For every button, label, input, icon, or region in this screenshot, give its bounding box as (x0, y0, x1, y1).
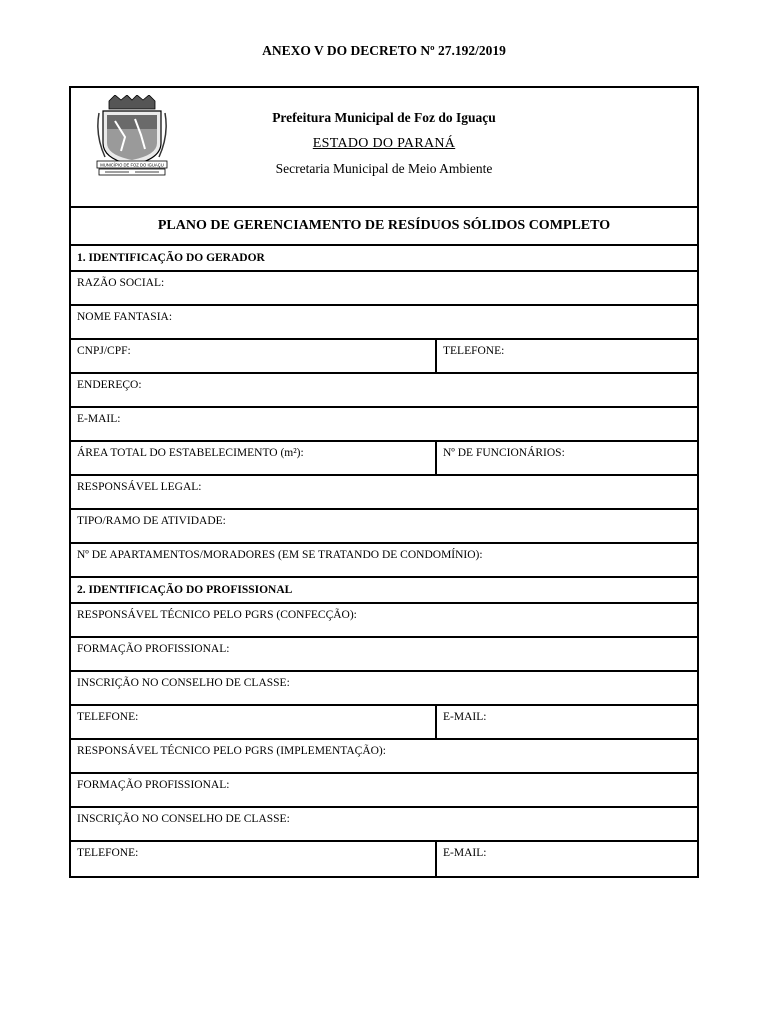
field-apartamentos[interactable]: Nº DE APARTAMENTOS/MORADORES (EM SE TRATANDO DE CONDOMÍNIO): (71, 544, 697, 578)
field-funcionarios[interactable]: Nº DE FUNCIONÁRIOS: (443, 447, 565, 459)
row-area-funcionarios (71, 442, 697, 476)
field-inscricao-2[interactable]: INSCRIÇÃO NO CONSELHO DE CLASSE: (71, 808, 697, 842)
row-telefone-email-2 (71, 842, 697, 876)
field-endereco[interactable]: ENDEREÇO: (71, 374, 697, 408)
field-tipo-atividade[interactable]: TIPO/RAMO DE ATIVIDADE: (71, 510, 697, 544)
field-resp-confeccao[interactable]: RESPONSÁVEL TÉCNICO PELO PGRS (CONFECÇÃO): (71, 604, 697, 638)
state-name: ESTADO DO PARANÁ (312, 136, 456, 151)
field-formacao-2[interactable]: FORMAÇÃO PROFISSIONAL: (71, 774, 697, 808)
form-table (69, 86, 699, 878)
section-1-heading: 1. IDENTIFICAÇÃO DO GERADOR (71, 246, 697, 272)
field-responsavel-legal[interactable]: RESPONSÁVEL LEGAL: (71, 476, 697, 510)
row-telefone-email-1 (71, 706, 697, 740)
field-cnpj[interactable]: CNPJ/CPF: (71, 340, 437, 372)
field-nome-fantasia[interactable]: NOME FANTASIA: (71, 306, 697, 340)
field-email-2[interactable]: E-MAIL: (443, 847, 487, 859)
plan-title: PLANO DE GERENCIAMENTO DE RESÍDUOS SÓLIDOS COMPLETO (71, 208, 697, 246)
field-email-1[interactable]: E-MAIL: (443, 711, 487, 723)
form-header (71, 88, 697, 208)
field-email[interactable]: E-MAIL: (71, 408, 697, 442)
field-telefone-1[interactable]: TELEFONE: (71, 706, 437, 738)
municipality-name: Prefeitura Municipal de Foz do Iguaçu (272, 110, 496, 125)
field-inscricao-1[interactable]: INSCRIÇÃO NO CONSELHO DE CLASSE: (71, 672, 697, 706)
field-formacao-1[interactable]: FORMAÇÃO PROFISSIONAL: (71, 638, 697, 672)
field-area-total[interactable]: ÁREA TOTAL DO ESTABELECIMENTO (m²): (71, 442, 437, 474)
field-telefone-2[interactable]: TELEFONE: (71, 842, 437, 876)
secretariat-name: Secretaria Municipal de Meio Ambiente (275, 161, 493, 176)
field-resp-implementacao[interactable]: RESPONSÁVEL TÉCNICO PELO PGRS (IMPLEMENTAÇÃO): (71, 740, 697, 774)
row-cnpj-telefone (71, 340, 697, 374)
field-razao-social[interactable]: RAZÃO SOCIAL: (71, 272, 697, 306)
field-telefone[interactable]: TELEFONE: (443, 345, 505, 357)
section-2-heading: 2. IDENTIFICAÇÃO DO PROFISSIONAL (71, 578, 697, 604)
document-title: ANEXO V DO DECRETO Nº 27.192/2019 (262, 43, 506, 58)
crest-banner-text: MUNICÍPIO DE FOZ DO IGUAÇU (100, 162, 164, 168)
